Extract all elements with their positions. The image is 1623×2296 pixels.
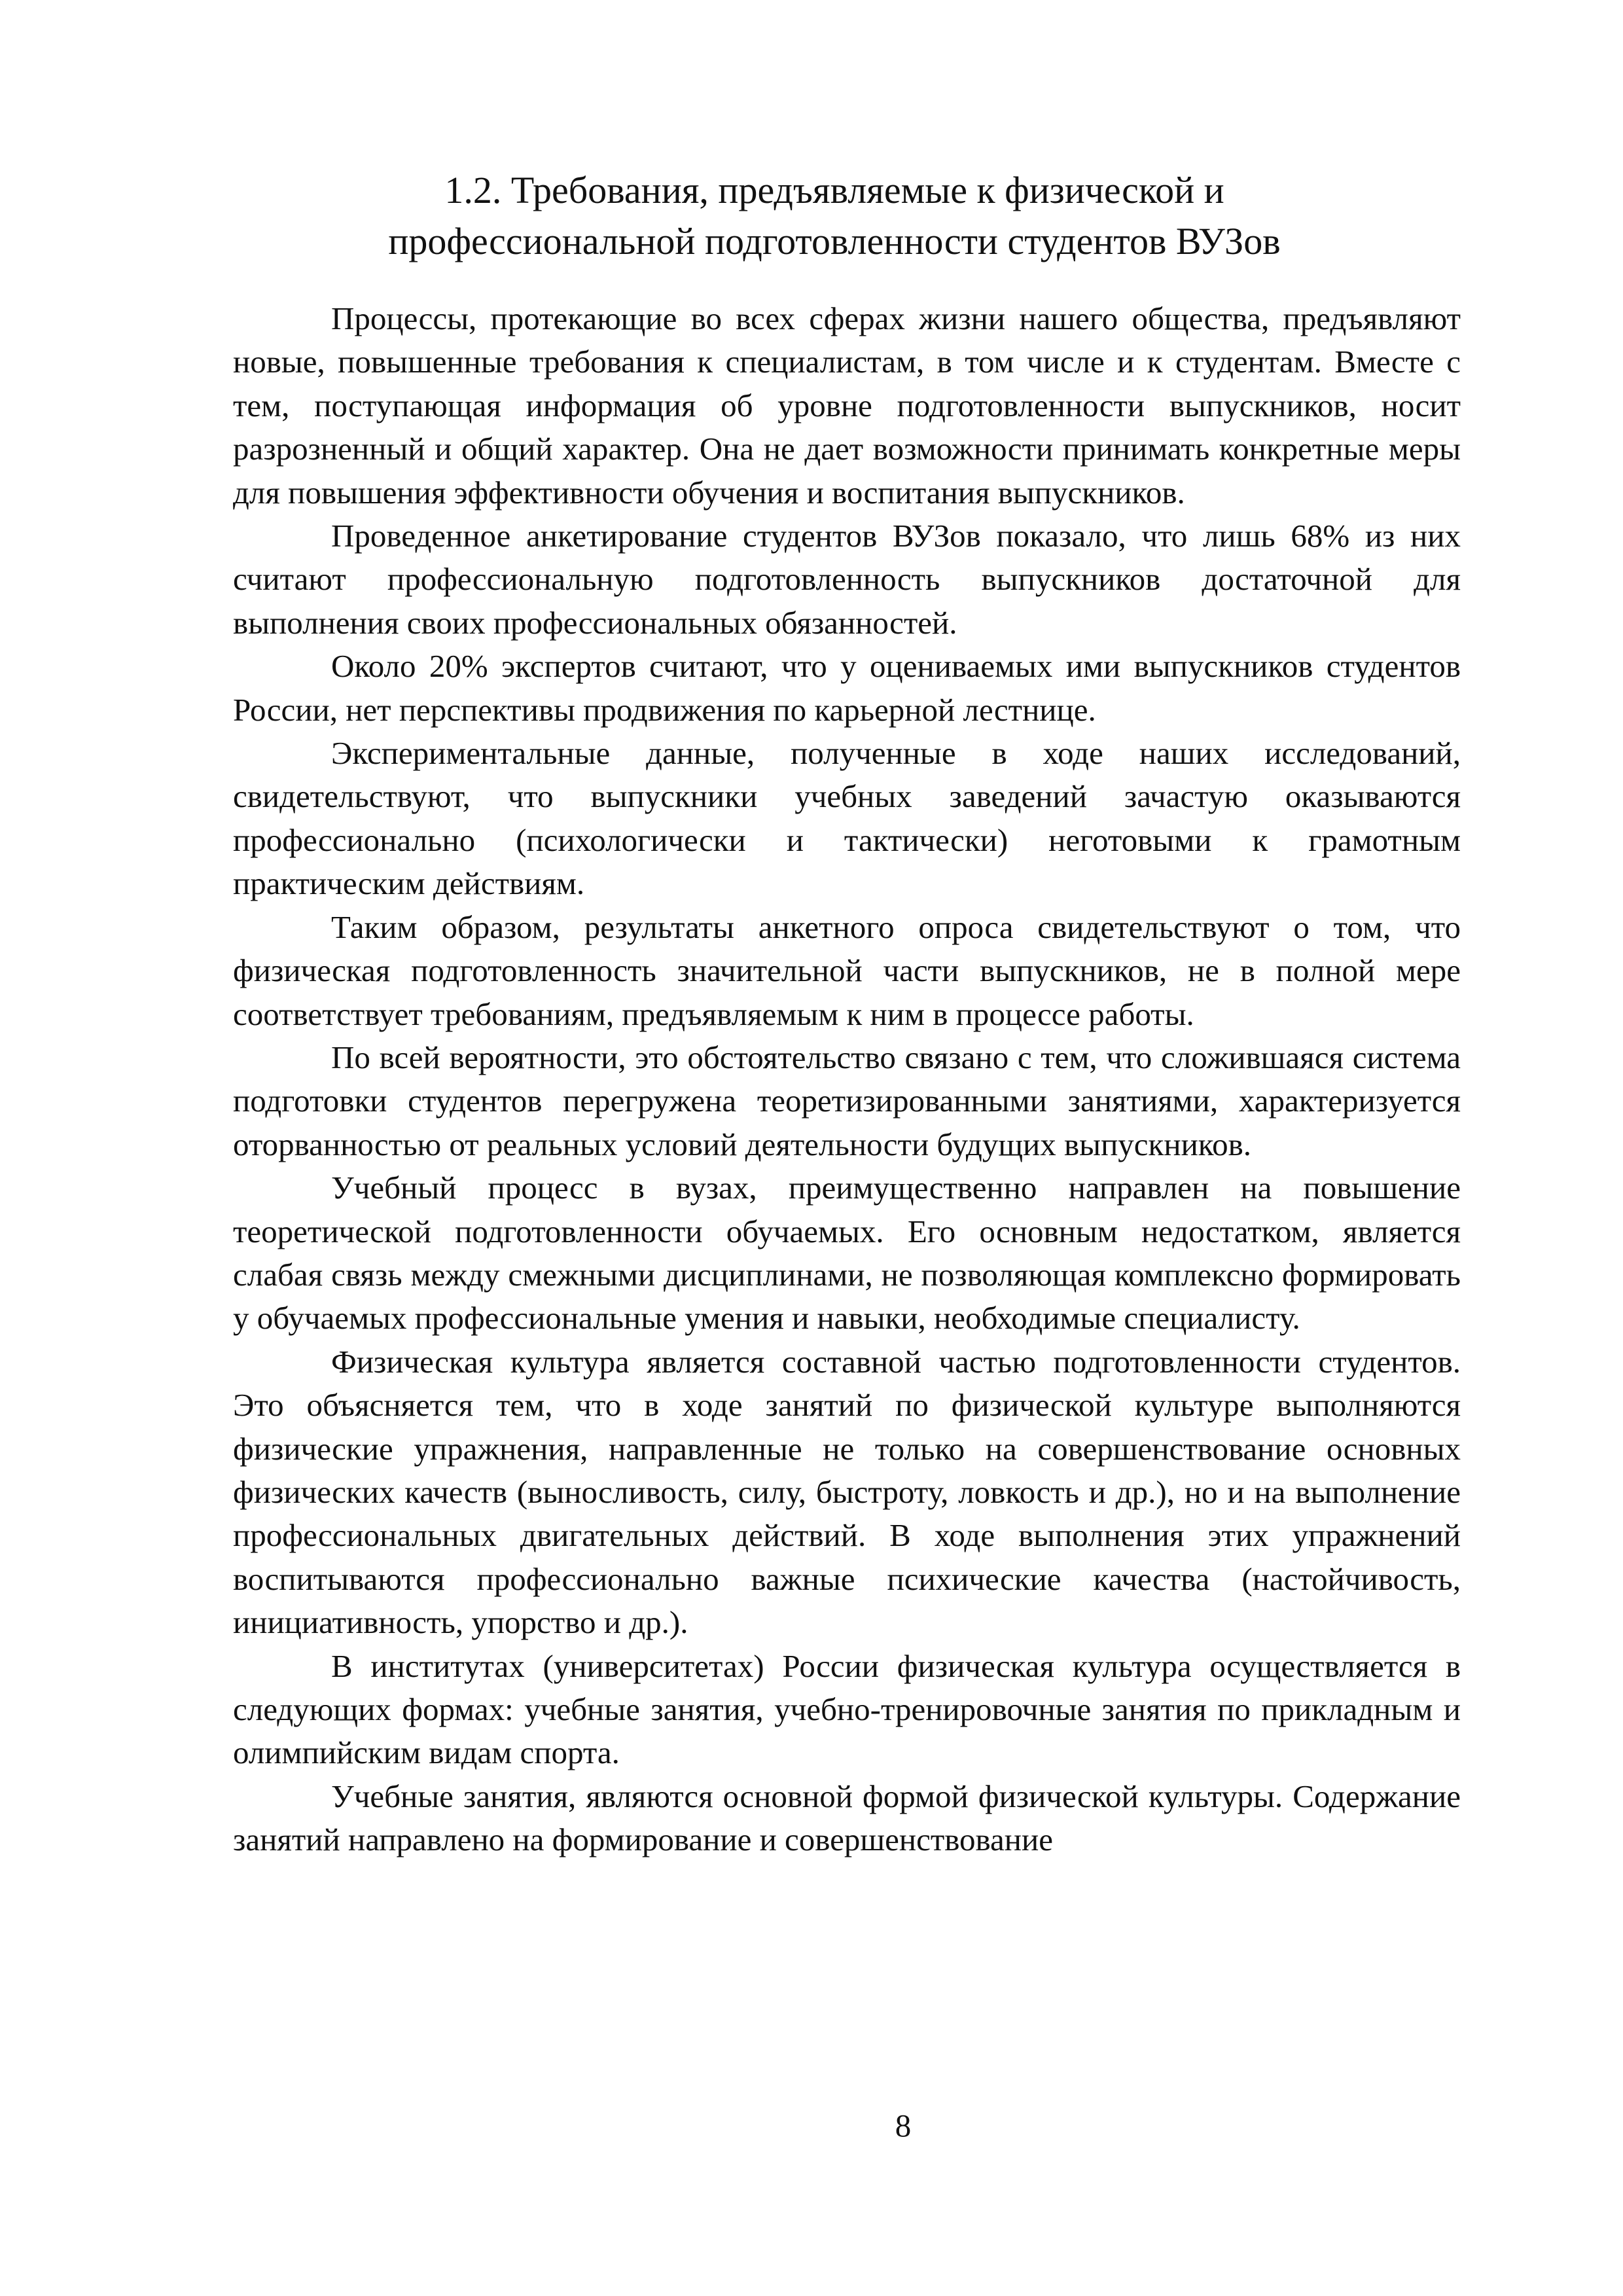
paragraph-1: Процессы, протекающие во всех сферах жизни нашего общества, предъявляют новые, повышенные требования к специалистам, в том числе и к студентам. Вместе с тем, поступающая информация об уровне подготовленности выпускников, носит разрозненный и общий характер. Она не дает возможности принимать конкретные меры для повышения эффективности обучения и воспитания выпускников.: [233, 300, 1461, 511]
body-text: [233, 297, 1461, 1862]
paragraph-9: В институтах (университетах) России физическая культура осуществляется в следующих формах: учебные занятия, учебно-тренировочные занятия по прикладным и олимпийским видам спорта.: [233, 1647, 1461, 1771]
paragraph-3: Около 20% экспертов считают, что у оцениваемых ими выпускников студентов России, нет перспективы продвижения по карьерной лестнице.: [233, 648, 1461, 728]
paragraph-6: По всей вероятности, это обстоятельство связано с тем, что сложившаяся система подготовки студентов перегружена теоретизированными занятиями, характеризуется оторванностью от реальных условий деятельности будущих выпускников.: [233, 1039, 1461, 1162]
section-heading: [216, 165, 1453, 267]
paragraph-10: Учебные занятия, являются основной формой физической культуры. Содержание занятий направлено на формирование и совершенствование: [233, 1778, 1461, 1858]
section-heading-line-2: профессиональной подготовленности студентов ВУЗов: [388, 220, 1281, 262]
paragraph-5: Таким образом, результаты анкетного опроса свидетельствуют о том, что физическая подготовленность значительной части выпускников, не в полной мере соответствует требованиям, предъявляемым к ним в процессе работы.: [233, 908, 1461, 1032]
section-heading-line-1: 1.2. Требования, предъявляемые к физической и: [444, 169, 1224, 211]
paragraph-7: Учебный процесс в вузах, преимущественно направлен на повышение теоретической подготовленности обучаемых. Его основным недостатком, является слабая связь между смежными дисциплинами, не позволяющая комплексно формировать у обучаемых профессиональные умения и навыки, необходимые специалисту.: [233, 1170, 1461, 1336]
paragraph-4: Экспериментальные данные, полученные в ходе наших исследований, свидетельствуют, что выпускники учебных заведений зачастую оказываются профессионально (психологически и тактически) неготовыми к грамотным практическим действиям.: [233, 735, 1461, 902]
paragraph-8: Физическая культура является составной частью подготовленности студентов. Это объясняется тем, что в ходе занятий по физической культуре выполняются физические упражнения, направленные не только на совершенствование основных физических качеств (выносливость, силу, быстроту, ловкость и др.), но и на выполнение профессиональных двигательных действий. В ходе выполнения этих упражнений воспитываются профессионально важные психические качества (настойчивость, инициативность, упорство и др.).: [233, 1343, 1461, 1641]
paragraph-2: Проведенное анкетирование студентов ВУЗов показало, что лишь 68% из них считают профессиональную подготовленность выпускников достаточной для выполнения своих профессиональных обязанностей.: [233, 518, 1461, 641]
page-number: 8: [895, 2108, 912, 2144]
